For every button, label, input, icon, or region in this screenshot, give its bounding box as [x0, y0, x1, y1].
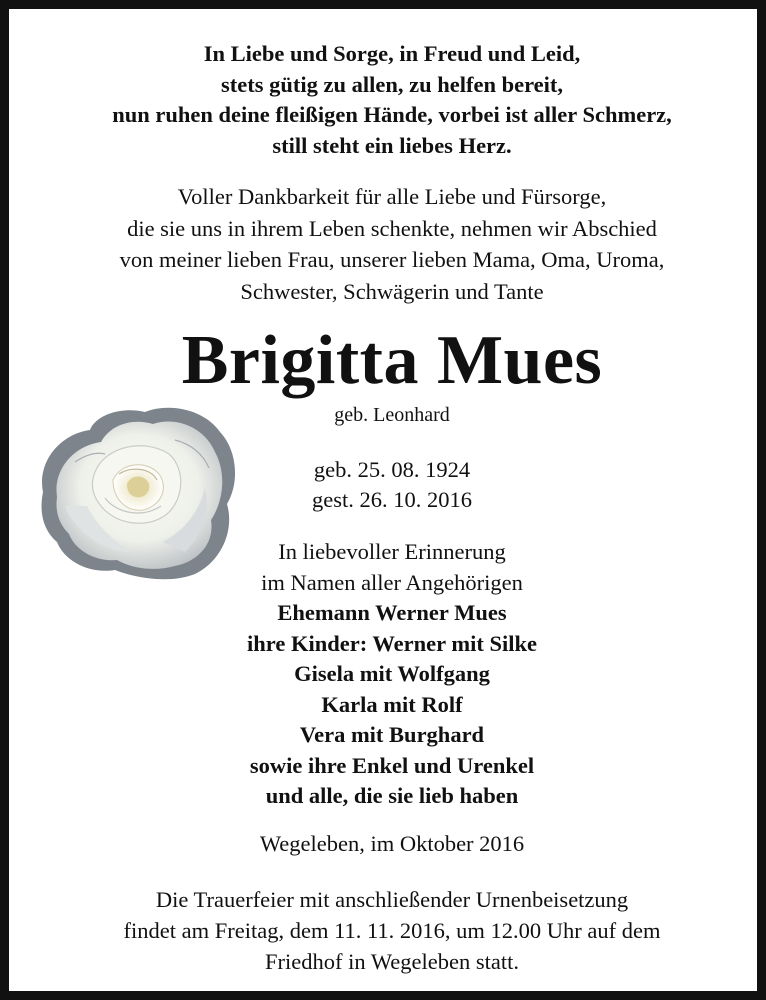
funeral-line-3: Friedhof in Wegeleben statt. [265, 949, 519, 974]
mourner-name: Karla mit Rolf [321, 691, 463, 717]
poem-line-3: nun ruhen deine fleißigen Hände, vorbei ist aller Schmerz, [112, 102, 672, 127]
maiden-name: geb. Leonhard [334, 404, 450, 426]
funeral-line-1: Die Trauerfeier mit anschließender Urnenbeisetzung [155, 887, 629, 912]
life-dates [9, 455, 766, 515]
death-date: gest. 26. 10. 2016 [312, 487, 472, 512]
funeral-notice [9, 884, 766, 977]
mourner-name: Vera mit Burghard [299, 722, 485, 747]
mourners-intro-line: In liebevoller Erinnerung [278, 539, 506, 564]
funeral-line-2: findet am Freitag, dem 11. 11. 2016, um 12.00 Uhr auf dem [123, 918, 661, 943]
mourner-name: sowie ihre Enkel und Urenkel [249, 752, 535, 778]
mourner-name: Ehemann Werner Mues [277, 600, 507, 625]
intro-text [9, 181, 766, 307]
intro-line-4: Schwester, Schwägerin und Tante [240, 278, 544, 304]
poem-verse [9, 39, 766, 161]
intro-line-2: die sie uns in ihrem Leben schenkte, nehmen wir Abschied [127, 215, 657, 241]
mourners-intro-line: im Namen aller Angehörigen [261, 569, 523, 595]
mourners-list [9, 537, 766, 812]
mourner-name: ihre Kinder: Werner mit Silke [247, 630, 537, 656]
deceased-name: Brigitta Mues [181, 322, 603, 399]
mourner-name: Gisela mit Wolfgang [294, 661, 490, 686]
intro-line-3: von meiner lieben Frau, unserer lieben Mama, Oma, Uroma, [119, 247, 665, 272]
intro-line-1: Voller Dankbarkeit für alle Liebe und Fürsorge, [177, 184, 607, 209]
poem-line-2: stets gütig zu allen, zu helfen bereit, [220, 71, 564, 97]
birth-date: geb. 25. 08. 1924 [313, 457, 471, 482]
mourner-name: und alle, die sie lieb haben [265, 783, 519, 808]
poem-line-4: still steht ein liebes Herz. [272, 132, 512, 158]
place-date: Wegeleben, im Oktober 2016 [259, 831, 525, 856]
poem-line-1: In Liebe und Sorge, in Freud und Leid, [203, 41, 581, 66]
